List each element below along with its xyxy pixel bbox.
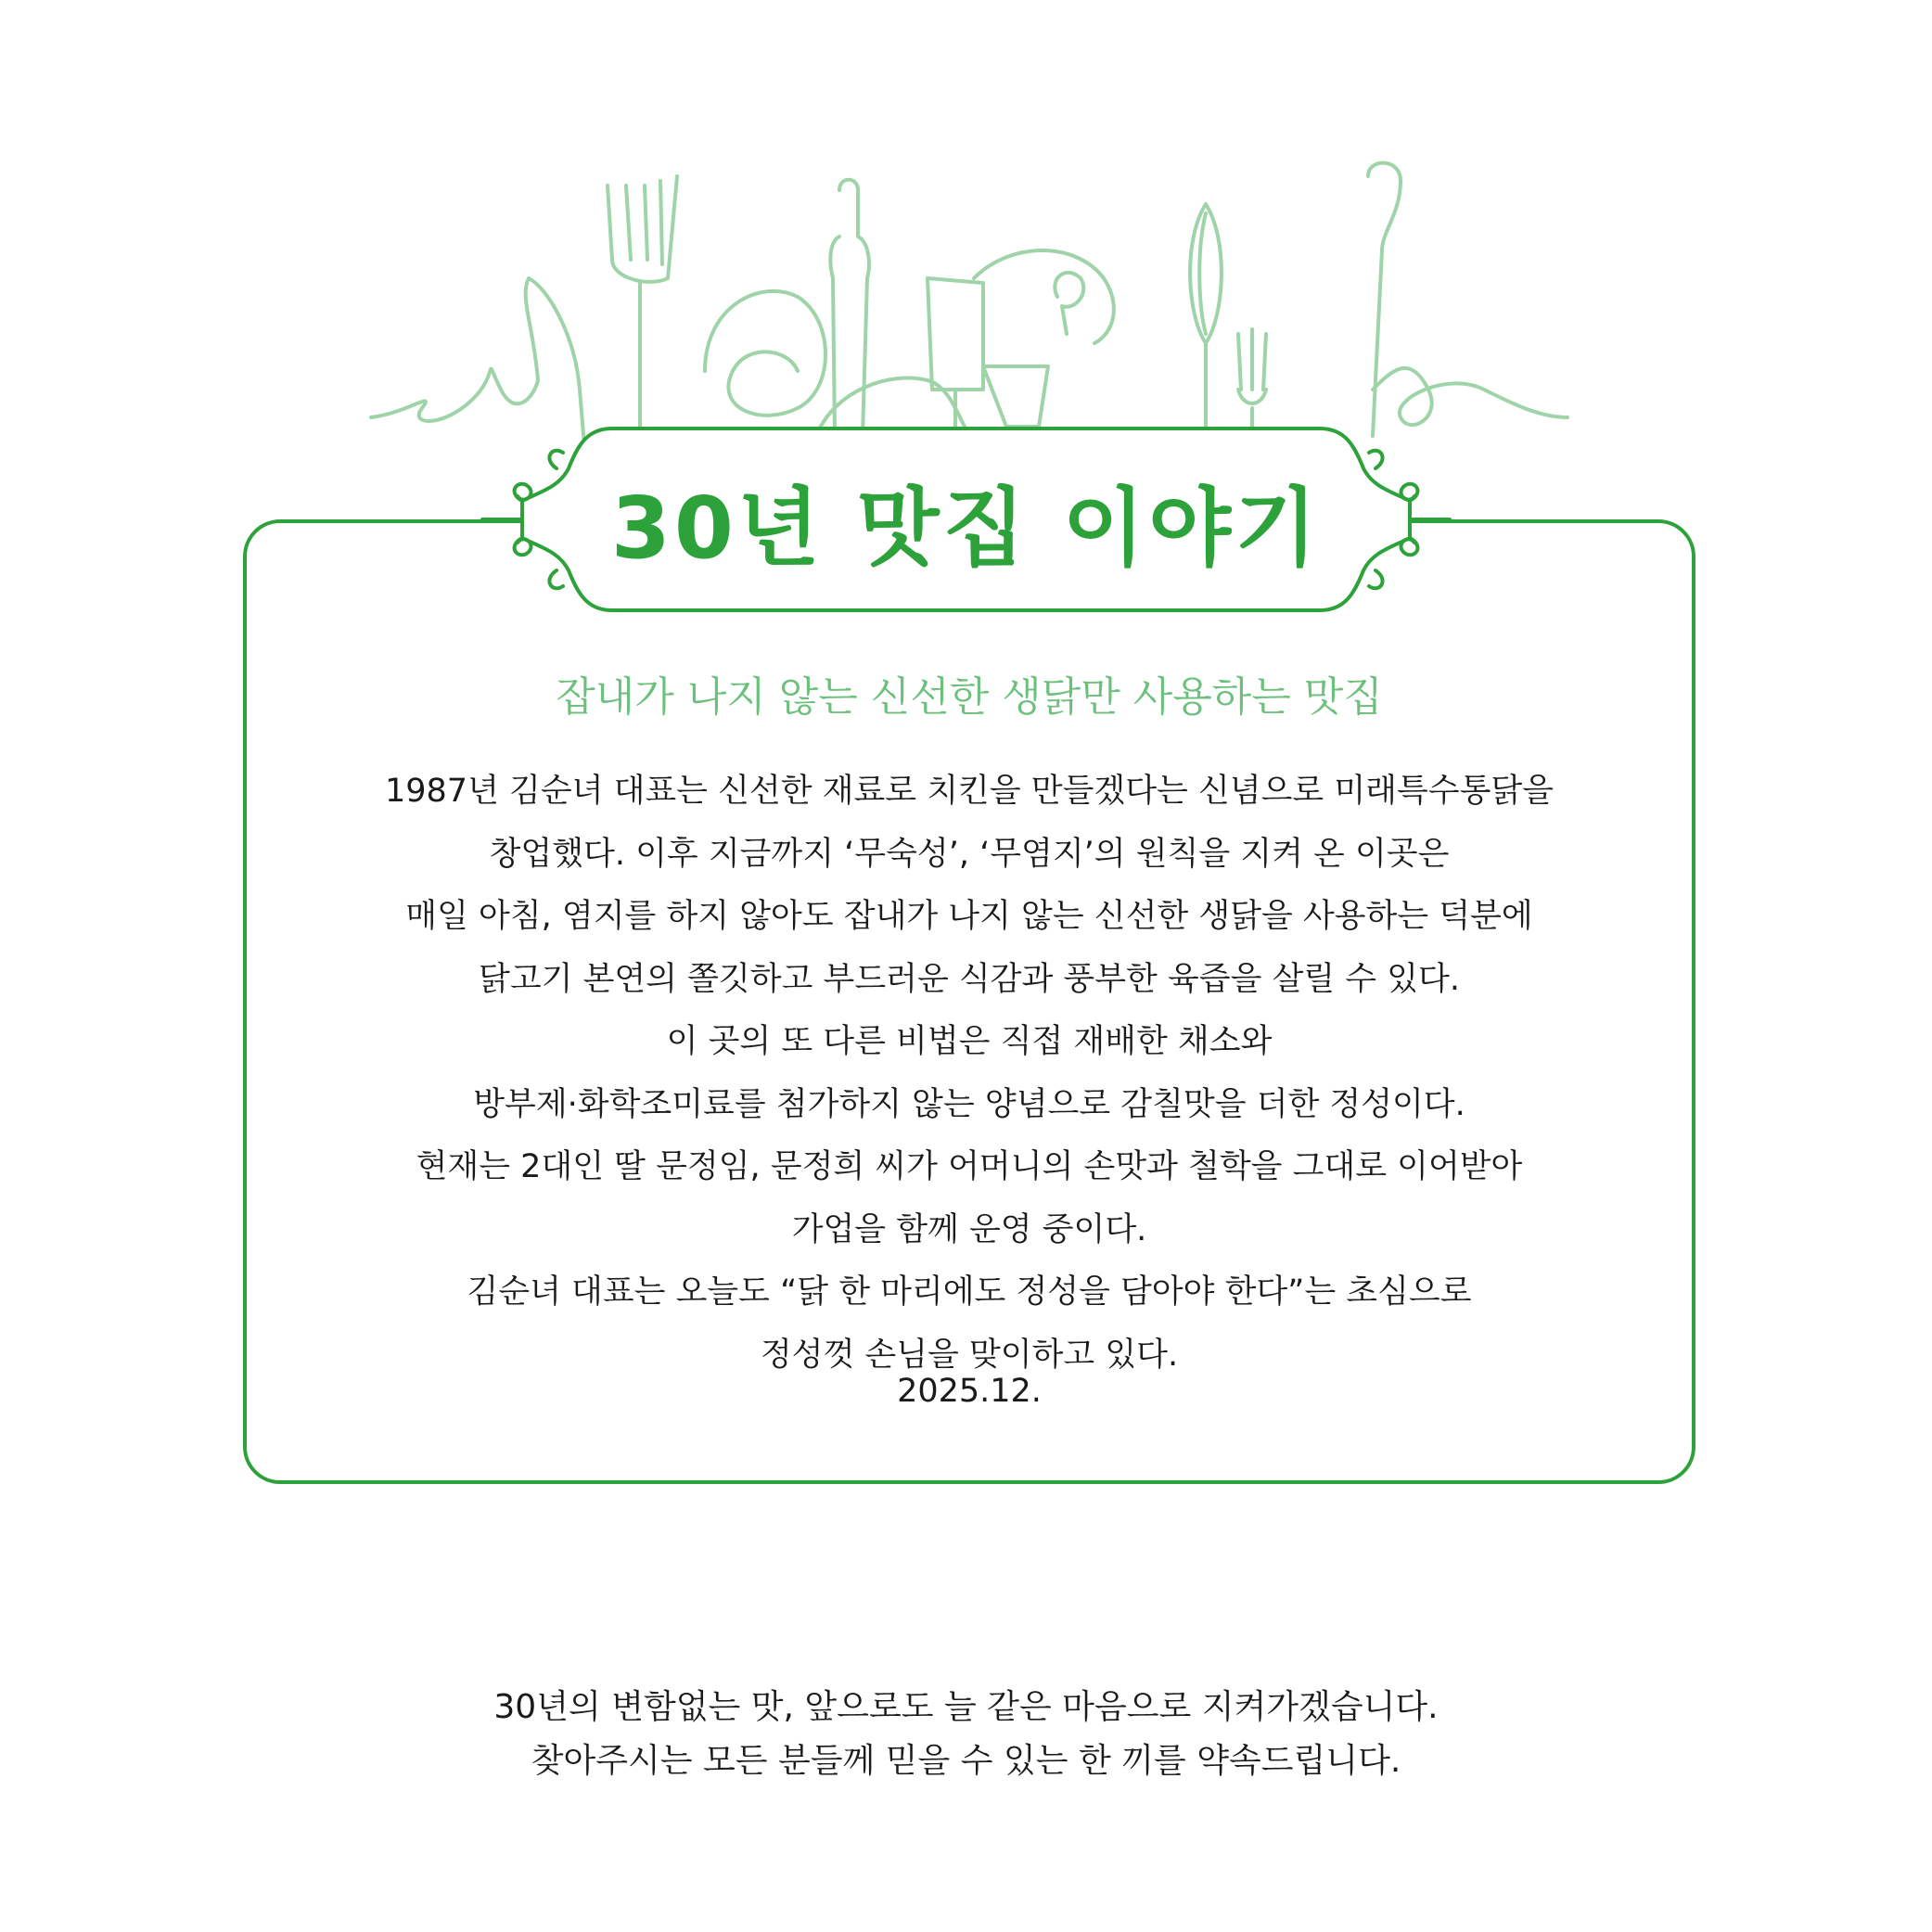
squiggle-right-line (1373, 368, 1567, 425)
body-line: 정성껏 손님을 맞이하고 있다. (760, 1336, 1179, 1374)
body-line: 1987년 김순녀 대표는 신선한 재료로 치킨을 만들겠다는 신념으로 미래특수통닭을 (385, 773, 1554, 810)
closing-line: 찾아주시는 모든 분들께 믿을 수 있는 한 끼를 약속드립니다. (531, 1742, 1401, 1780)
closing-line: 30년의 변함없는 맛, 앞으로도 늘 같은 마음으로 지켜가겠습니다. (493, 1688, 1439, 1726)
pan-icon (974, 250, 1114, 343)
story-body (243, 761, 1695, 1387)
ladle-icon (1368, 163, 1401, 436)
whisk-icon (1190, 204, 1222, 436)
body-line: 매일 아침, 염지를 하지 않아도 잡내가 나지 않는 신선한 생닭을 사용하는 덕분에 (405, 898, 1533, 935)
body-line: 김순녀 대표는 오늘도 “닭 한 마리에도 정성을 담아야 한다”는 초심으로 (467, 1273, 1472, 1311)
spoon-icon (1055, 273, 1083, 334)
date-stamp: 2025.12. (897, 1373, 1042, 1410)
plate-icon (705, 291, 825, 416)
body-line: 방부제·화학조미료를 첨가하지 않는 양념으로 감칠맛을 더한 정성이다. (473, 1085, 1465, 1123)
closing-message (0, 1681, 1932, 1788)
body-line: 닭고기 본연의 쫄깃하고 부드러운 식감과 풍부한 육즙을 살릴 수 있다. (479, 960, 1460, 998)
squiggle-left-line (371, 369, 538, 421)
body-line: 현재는 2대인 딸 문정임, 문정희 씨가 어머니의 손맛과 철학을 그대로 이어받아 (416, 1148, 1523, 1185)
fork-icon (608, 176, 677, 436)
subtitle: 잡내가 나지 않는 신선한 생닭만 사용하는 맛집 (556, 673, 1383, 721)
page-title: 30년 맛집 이야기 (610, 479, 1322, 578)
body-line: 이 곳의 또 다른 비법은 직접 재배한 채소와 (666, 1023, 1273, 1060)
kitchen-utensils-illustration (0, 0, 1932, 482)
cleaver-icon (928, 278, 983, 436)
body-line: 창업했다. 이후 지금까지 ‘무숙성’, ‘무염지’의 원칙을 지켜 온 이곳은 (489, 835, 1450, 873)
body-line: 가업을 함께 운영 중이다. (791, 1210, 1147, 1248)
